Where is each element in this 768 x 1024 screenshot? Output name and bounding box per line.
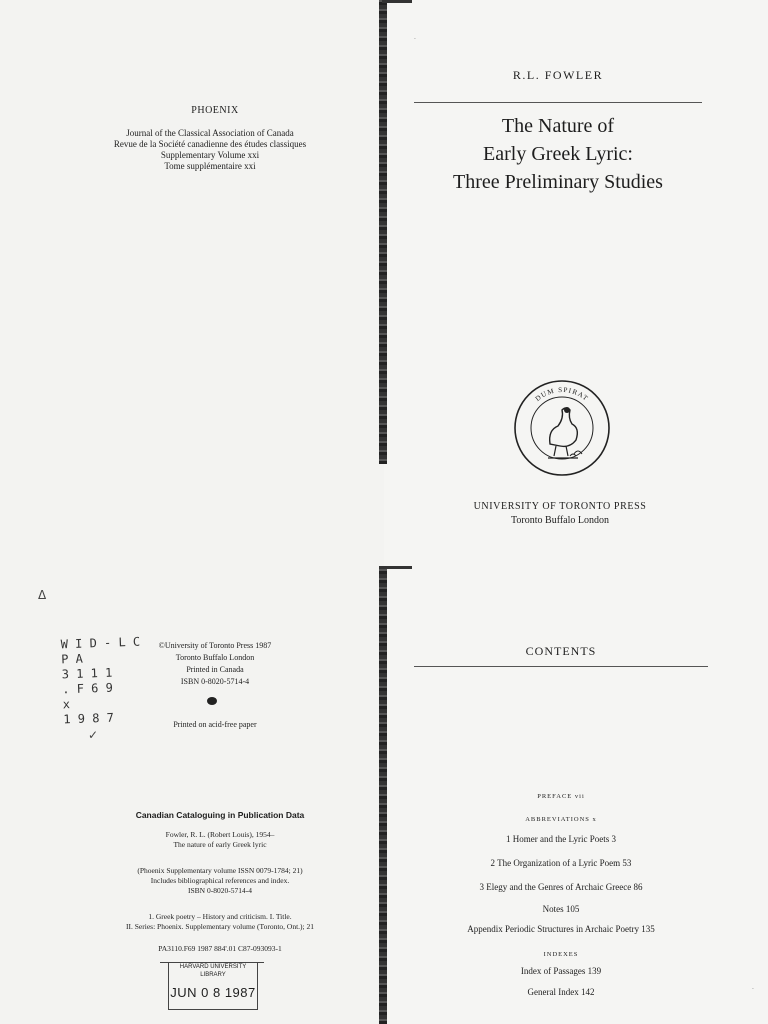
title-line: Three Preliminary Studies xyxy=(453,171,663,193)
acid-free-note: Printed on acid-free paper xyxy=(173,720,257,729)
svg-text:DUM SPIRAT xyxy=(534,386,590,403)
toc-entry-label: 2 The Organization of a Lyric Poem 53 xyxy=(490,858,632,868)
toc-entry-label: PREFACE vii xyxy=(537,793,585,800)
toc-entry xyxy=(414,834,708,844)
copyright-line: Printed in Canada xyxy=(186,665,244,674)
title-line: Early Greek Lyric: xyxy=(483,143,633,165)
cip-line: 1. Greek poetry – History and criticism. I. Title. xyxy=(148,912,292,921)
handwritten-line: 3 1 1 1 xyxy=(61,665,113,682)
toc-entry-label: 3 Elegy and the Genres of Archaic Greece 86 xyxy=(479,882,643,892)
cip-author xyxy=(100,830,340,850)
toc-entry-label: ABBREVIATIONS x xyxy=(525,816,597,823)
cip-classification: PA3110.F69 1987 884'.01 C87-093093-1 xyxy=(158,944,282,953)
cip-line: ISBN 0-8020-5714-4 xyxy=(188,886,252,895)
seal-motto: DUM SPIRAT xyxy=(533,385,591,403)
copyright-line: ISBN 0-8020-5714-4 xyxy=(180,677,250,686)
toc-entry-label: Notes 105 xyxy=(542,904,580,914)
toc-entry xyxy=(414,904,708,914)
handwritten-call-number xyxy=(60,635,143,728)
publisher-seal-icon xyxy=(512,378,612,478)
publisher-cities: Toronto Buffalo London xyxy=(511,515,609,526)
stamp-library-label: LIBRARY xyxy=(200,972,226,978)
handwritten-line: x xyxy=(62,697,71,712)
series-name: PHOENIX xyxy=(191,105,239,116)
page-speck: · xyxy=(752,986,754,993)
title-line: The Nature of xyxy=(501,115,615,137)
toc-entry-label: General Index 142 xyxy=(527,987,595,997)
title-rule xyxy=(414,102,702,103)
toc-entry xyxy=(414,858,708,868)
publisher-imprint xyxy=(440,500,680,528)
cip-line: Fowler, R. L. (Robert Louis), 1954– xyxy=(165,830,275,839)
acid-free-icon xyxy=(207,697,217,705)
cip-line: Includes bibliographical references and index. xyxy=(150,876,290,885)
publisher-name: UNIVERSITY OF TORONTO PRESS xyxy=(473,501,647,512)
cip-subjects xyxy=(100,912,340,932)
gutter-edge-bottom xyxy=(382,566,412,569)
gutter-edge-top xyxy=(382,0,412,3)
series-line: Revue de la Société canadienne des études classiques xyxy=(113,139,307,149)
handwritten-line: . F 6 9 xyxy=(62,680,114,697)
handwritten-line: 1 9 8 7 xyxy=(63,710,115,727)
author-name: R.L. FOWLER xyxy=(512,68,604,82)
cip-line: (Phoenix Supplementary volume ISSN 0079-1784; 21) xyxy=(137,866,303,875)
book-title xyxy=(414,112,702,196)
toc-entry xyxy=(414,987,708,997)
toc-entry xyxy=(414,924,708,934)
cip-heading: Canadian Cataloguing in Publication Data xyxy=(135,810,305,820)
stamp-date: JUN 0 8 1987 xyxy=(170,985,256,1000)
series-description xyxy=(90,128,330,172)
gutter-shadow-top xyxy=(379,0,387,464)
check-mark: ✓ xyxy=(88,728,99,742)
toc-entry-label: Appendix Periodic Structures in Archaic Poetry 135 xyxy=(467,924,655,934)
page-speck: · xyxy=(414,36,416,43)
toc-entry xyxy=(414,790,708,800)
handwritten-line: W I D - L C xyxy=(60,634,141,652)
contents-rule xyxy=(414,666,708,667)
toc-entry-label: INDEXES xyxy=(543,951,579,958)
toc-entry-label: 1 Homer and the Lyric Poets 3 xyxy=(506,834,616,844)
toc-entry xyxy=(414,813,708,823)
toc-entry xyxy=(414,948,708,958)
cip-line: The nature of early Greek lyric xyxy=(173,840,267,849)
copyright-block xyxy=(140,640,290,688)
gutter-shadow-bottom xyxy=(379,566,387,1024)
library-stamp xyxy=(168,962,258,1010)
cip-series xyxy=(100,866,340,896)
toc-entry xyxy=(414,966,708,976)
half-title-page xyxy=(0,0,384,512)
handwritten-line: P A xyxy=(60,651,84,667)
series-line: Supplementary Volume xxi xyxy=(160,150,260,160)
margin-mark: Δ xyxy=(38,588,47,602)
copyright-line: Toronto Buffalo London xyxy=(175,653,255,662)
toc-entry xyxy=(414,882,708,892)
toc-entry-label: Index of Passages 139 xyxy=(520,966,602,976)
stamp-library-name: HARVARD UNIVERSITY xyxy=(179,964,247,970)
series-line: Journal of the Classical Association of Canada xyxy=(126,128,294,138)
copyright-line: ©University of Toronto Press 1987 xyxy=(158,641,272,650)
series-line: Tome supplémentaire xxi xyxy=(164,161,256,171)
contents-heading: CONTENTS xyxy=(525,644,597,658)
cip-line: II. Series: Phoenix. Supplementary volume (Toronto, Ont.); 21 xyxy=(126,922,314,931)
